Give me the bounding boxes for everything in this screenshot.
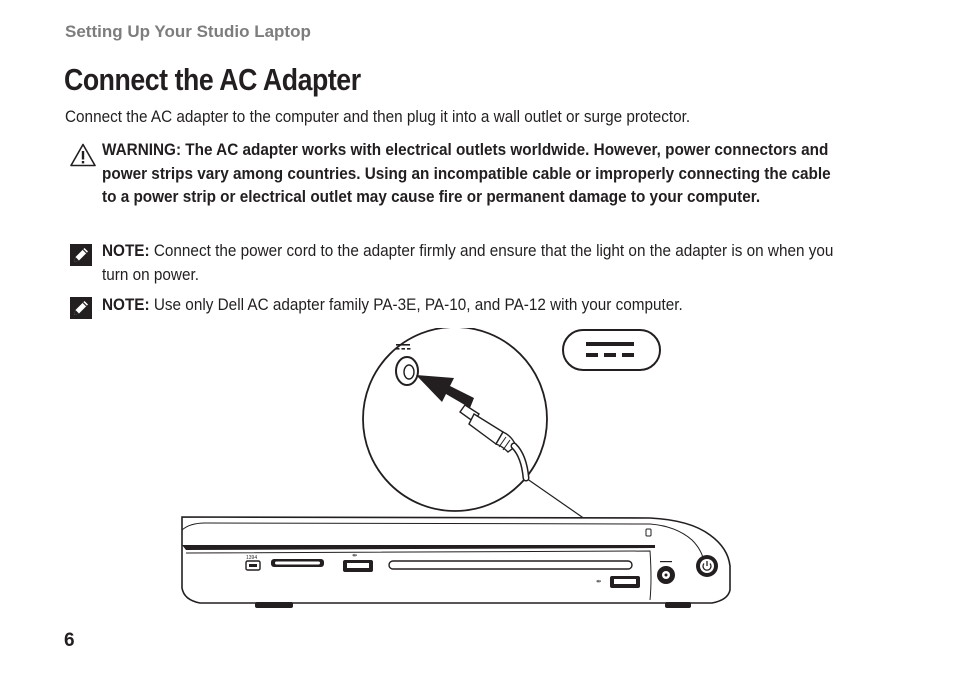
svg-text:⇹: ⇹ — [596, 578, 602, 585]
svg-text:1394: 1394 — [246, 555, 258, 561]
note-1-label: NOTE: — [102, 241, 150, 260]
page-number: 6 — [64, 630, 75, 651]
pencil-note-icon — [70, 244, 92, 271]
laptop-ac-adapter-illustration — [170, 328, 750, 613]
note-2-label: NOTE: — [102, 295, 150, 314]
note-1 — [102, 239, 942, 286]
pencil-note-icon — [70, 297, 92, 324]
note-2 — [102, 293, 942, 317]
laptop-side-view — [182, 517, 730, 608]
note-1-text: Connect the power cord to the adapter firmly and ensure that the light on the adapter is on when you turn on power. — [102, 241, 834, 284]
warning-block — [102, 138, 942, 209]
intro-text: Connect the AC adapter to the computer and then plug it into a wall outlet or surge protector. — [65, 107, 691, 126]
note-2-text: Use only Dell AC adapter family PA-3E, PA-10, and PA-12 with your computer. — [149, 295, 683, 314]
dc-power-symbol-icon — [563, 330, 660, 370]
warning-triangle-icon — [70, 143, 96, 172]
warning-text: The AC adapter works with electrical outlets worldwide. However, power connectors and power strips vary among countries. Using an incompatible cable or improperly connecting the cable to a power strip or electrical outlet may cause fire or permanent damage to your computer. — [102, 140, 831, 206]
section-header: Setting Up Your Studio Laptop — [65, 22, 311, 41]
svg-text:⇹: ⇹ — [352, 552, 358, 559]
page-title: Connect the AC Adapter — [64, 62, 361, 97]
warning-label: WARNING: — [102, 140, 182, 159]
